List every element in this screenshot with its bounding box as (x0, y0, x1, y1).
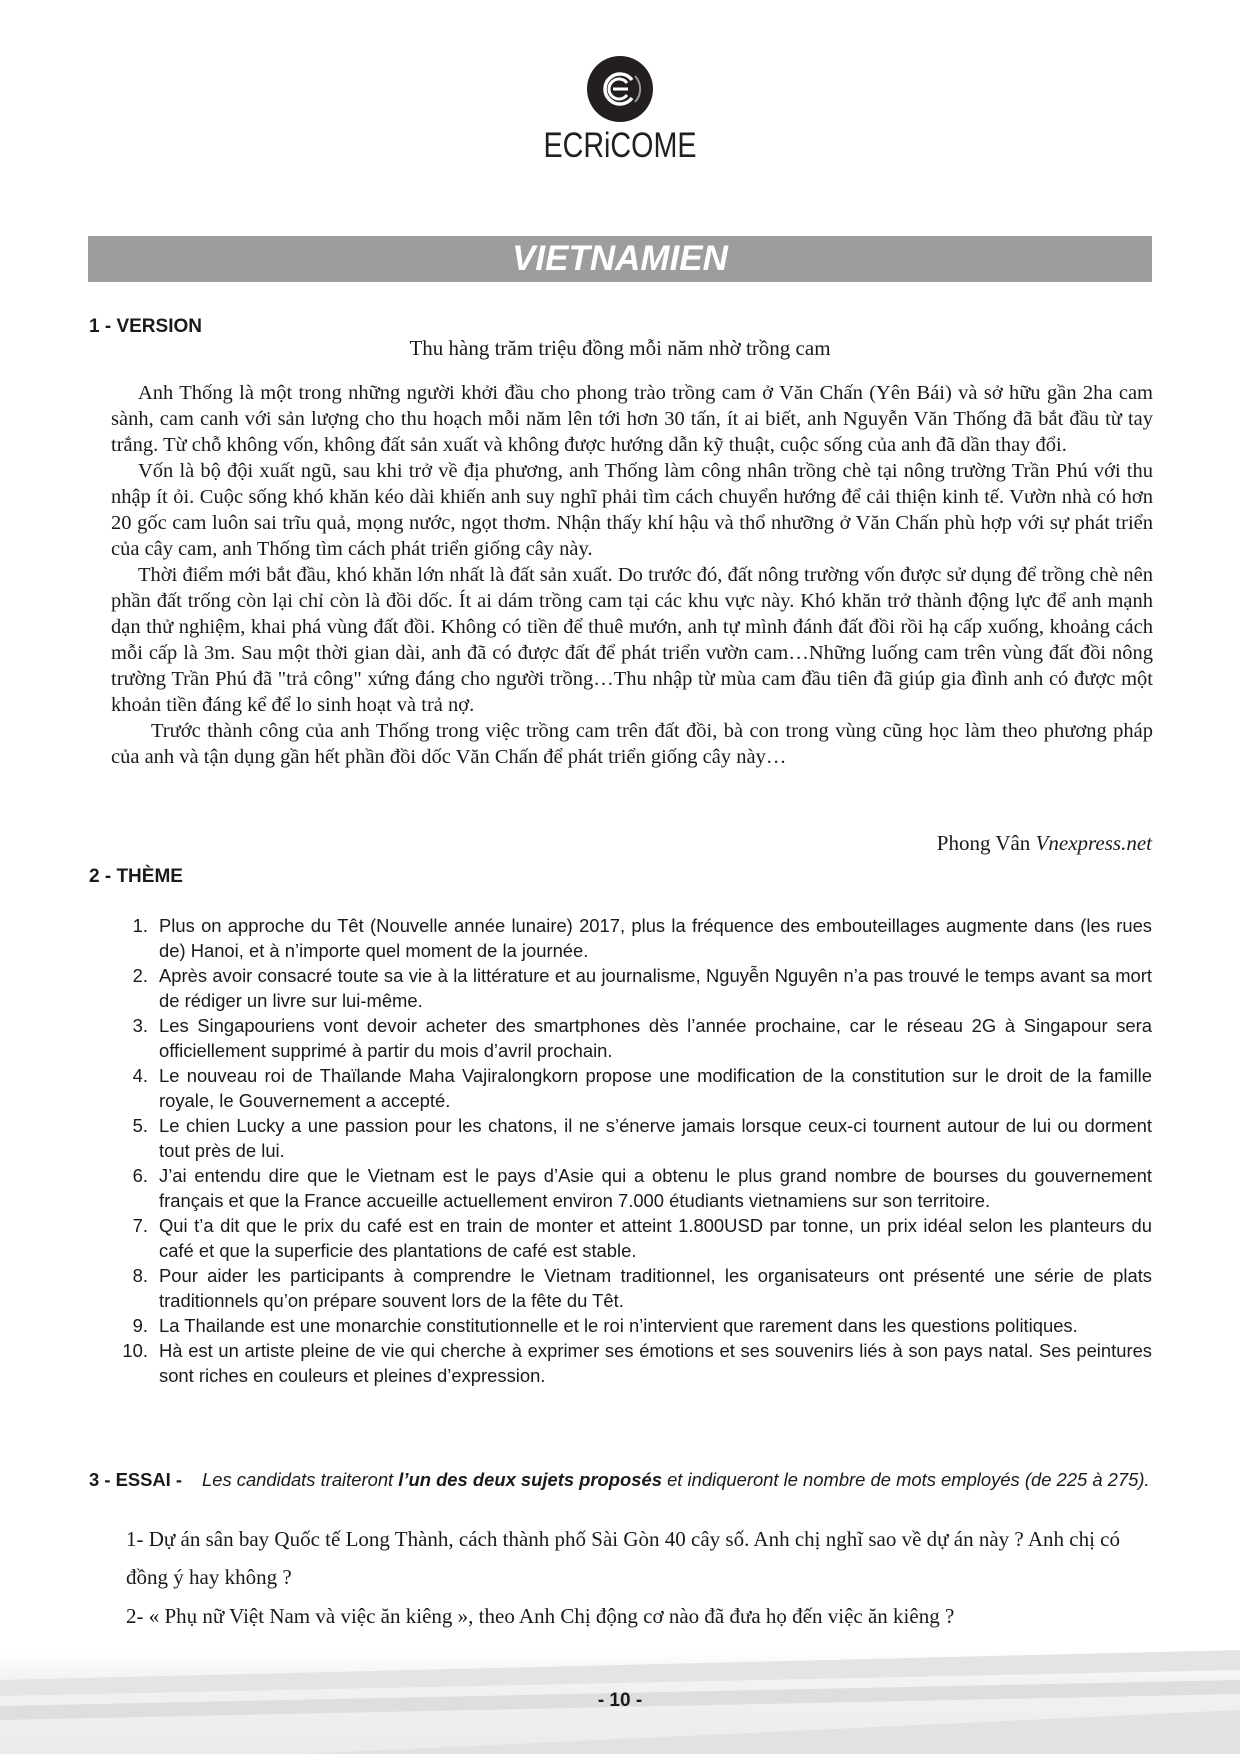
theme-list (110, 913, 1152, 1388)
theme-item-text: Hà est un artiste pleine de vie qui cherche à exprimer ses émotions et ses souvenirs liés à son pays natal. Ses peintures sont riches en couleurs et pleines d’expression. (159, 1340, 1152, 1386)
theme-item (110, 1013, 1152, 1063)
instruction-part2: et indiqueront le nombre de mots employés (de 225 à 275). (661, 1469, 1150, 1490)
essay-topic-1: 1- Dự án sân bay Quốc tế Long Thành, cách thành phố Sài Gòn 40 cây số. Anh chị nghĩ sao về dự án này ? Anh chị có đồng ý hay không ? (126, 1527, 1120, 1589)
theme-item (110, 1063, 1152, 1113)
source-site: Vnexpress.net (1035, 831, 1152, 855)
theme-item-number: 2. (132, 965, 148, 986)
theme-item-number: 3. (132, 1015, 148, 1036)
theme-item (110, 1313, 1152, 1338)
theme-item-number: 4. (132, 1065, 148, 1086)
theme-item-text: Les Singapouriens vont devoir acheter des smartphones dès l’année prochaine, car le réseau 2G à Singapour sera officiellement supprimé à partir du mois d’avril prochain. (159, 1015, 1152, 1061)
version-heading: 1 - VERSION (89, 316, 202, 337)
theme-item-text: La Thailande est une monarchie constitutionnelle et le roi n’intervient que rarement dans les questions politiques. (159, 1315, 1078, 1336)
essay-topic-2: 2- « Phụ nữ Việt Nam và việc ăn kiêng », theo Anh Chị động cơ nào đã đưa họ đến việc ăn kiêng ? (126, 1604, 955, 1628)
theme-item (110, 1163, 1152, 1213)
source-author: Phong Vân (936, 831, 1031, 855)
instruction-part1: Les candidats traiteront (202, 1469, 399, 1490)
version-paragraph: Thời điểm mới bắt đầu, khó khăn lớn nhất là đất sản xuất. Do trước đó, đất nông trường vốn được sử dụng để trồng chè nên phần đất trống còn lại chỉ còn là đồi dốc. Ít ai dám trồng cam tại các khu vực này. Khó khăn trở thành động lực để anh mạnh dạn thử nghiệm, khai phá vùng đất đồi. Không có tiền để thuê mướn, anh tự mình đánh đất đồi rồi hạ cấp xuống, khoảng cách mỗi cấp là 3m. Sau một thời gian dài, anh đã có được đất để phát triển vườn cam…Những luống cam trên vùng đất đồi nông trường Trần Phú đã "trả công" xứng đáng cho người trồng…Thu nhập từ mùa cam đầu tiên đã giúp gia đình anh có được một khoản tiền đáng kể để lo sinh hoạt và trả nợ. (111, 564, 1153, 716)
theme-item-text: Après avoir consacré toute sa vie à la littérature et au journalisme, Nguyễn Nguyên n’a pas trouvé le temps avant sa mort de rédiger un livre sur lui-même. (159, 965, 1152, 1011)
theme-item-number: 8. (132, 1265, 148, 1286)
version-paragraph: Trước thành công của anh Thống trong việc trồng cam trên đất đồi, bà con trong vùng cũng học làm theo phương pháp của anh và tận dụng gần hết phần đồi dốc Văn Chấn để phát triển giống cây này… (111, 720, 1153, 768)
theme-item-text: Pour aider les participants à comprendre le Vietnam traditionnel, les organisateurs ont présenté une série de plats traditionnels qu’on prépare souvent lors de la fête du Têt. (159, 1265, 1152, 1311)
essay-heading: 3 - ESSAI - (89, 1469, 182, 1490)
version-text-title: Thu hàng trăm triệu đồng mỗi năm nhờ trồng cam (409, 336, 831, 360)
essay-instructions (89, 1467, 1153, 1492)
theme-item-text: Qui t’a dit que le prix du café est en train de monter et atteint 1.800USD par tonne, un prix idéal selon les planteurs du café et que la superficie des plantations de café est stable. (159, 1215, 1152, 1261)
theme-item (110, 1213, 1152, 1263)
version-source (937, 831, 1152, 856)
ecricome-emblem-icon (587, 56, 653, 122)
theme-item (110, 963, 1152, 1013)
theme-item-text: Plus on approche du Têt (Nouvelle année lunaire) 2017, plus la fréquence des embouteillages augmente dans (les rues de) Hanoi, et à n’importe quel moment de la journée. (159, 915, 1152, 961)
theme-item (110, 1113, 1152, 1163)
version-body (111, 380, 1153, 770)
page-number: - 10 - (597, 1690, 643, 1711)
ecricome-logo (0, 56, 1240, 166)
theme-item-text: Le chien Lucky a une passion pour les chatons, il ne s’énerve jamais lorsque ceux-ci tournent autour de lui ou dorment tout près de lui. (159, 1115, 1152, 1161)
theme-item (110, 1263, 1152, 1313)
essay-heading-block (89, 1467, 1153, 1492)
theme-item-number: 9. (132, 1315, 148, 1336)
theme-heading: 2 - THÈME (89, 866, 183, 887)
logo-wordmark: ECRiCOME (543, 126, 697, 165)
theme-item-text: Le nouveau roi de Thaïlande Maha Vajiralongkorn propose une modification de la constitution sur le droit de la famille royale, le Gouvernement a accepté. (159, 1065, 1152, 1111)
version-paragraph: Vốn là bộ đội xuất ngũ, sau khi trở về địa phương, anh Thống làm công nhân trồng chè tại nông trường Trần Phú với thu nhập ít ỏi. Cuộc sống khó khăn kéo dài khiến anh suy nghĩ phải tìm cách chuyển hướng để cải thiện kinh tế. Vườn nhà có hơn 20 gốc cam luôn sai trĩu quả, mọng nước, ngọt thơm. Nhận thấy khí hậu và thổ nhưỡng ở Văn Chấn phù hợp với sự phát triển của cây cam, anh Thống tìm cách phát triển giống cây này. (111, 460, 1153, 560)
version-paragraph: Anh Thống là một trong những người khởi đầu cho phong trào trồng cam ở Văn Chấn (Yên Bái) và sở hữu gần 2ha cam sành, cam canh với sản lượng cho thu hoạch mỗi năm lên tới hơn 30 tấn, ít ai biết, anh Nguyễn Văn Thống đã bắt đầu từ tay trắng. Từ chỗ không vốn, không đất sản xuất và không được hướng dẫn kỹ thuật, cuộc sống của anh đã dần thay đổi. (111, 382, 1153, 456)
theme-item-number: 7. (132, 1215, 148, 1236)
theme-item-number: 1. (132, 915, 148, 936)
instruction-bold: l’un des deux sujets proposés (398, 1469, 662, 1490)
theme-item-number: 10. (122, 1340, 148, 1361)
theme-item-number: 6. (132, 1165, 148, 1186)
language-banner: VIETNAMIEN (88, 236, 1152, 282)
theme-item-number: 5. (132, 1115, 148, 1136)
theme-item (110, 913, 1152, 963)
theme-item (110, 1338, 1152, 1388)
theme-item-text: J’ai entendu dire que le Vietnam est le pays d’Asie qui a obtenu le plus grand nombre de bourses du gouvernement français et que la France accueille actuellement environ 7.000 étudiants vietnamiens sur son territoire. (159, 1165, 1152, 1211)
